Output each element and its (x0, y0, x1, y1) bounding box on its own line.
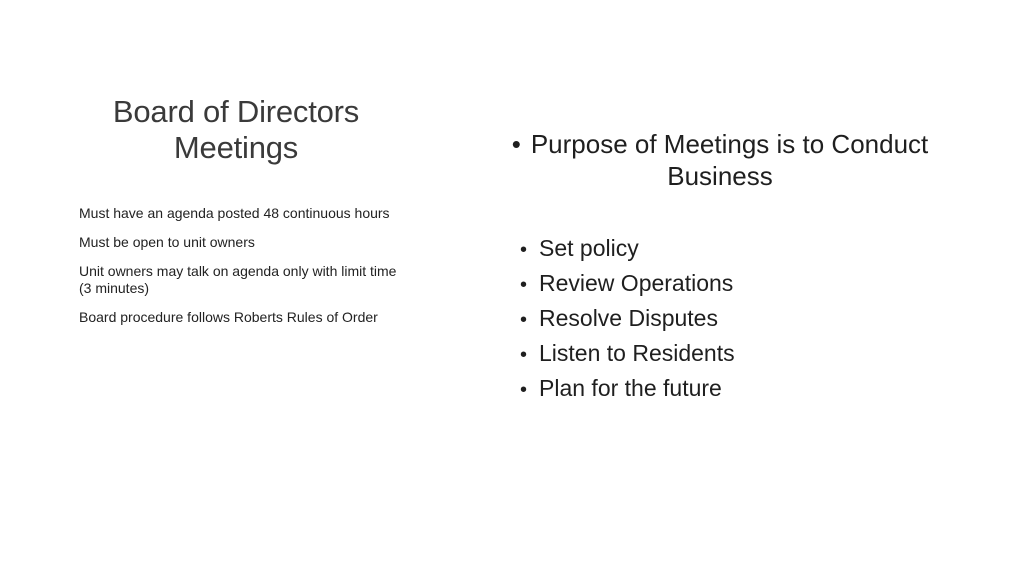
bullet-icon: • (520, 239, 528, 261)
left-paragraph-procedure: Board procedure follows Roberts Rules of Order (79, 309, 378, 325)
list-item (520, 372, 735, 407)
list-item (520, 337, 735, 372)
bullet-icon: • (520, 344, 528, 366)
bullet-icon: • (520, 309, 528, 331)
bullet-icon: • (520, 274, 528, 296)
bullet-icon: • (511, 129, 521, 159)
list-item-label: Review Operations (539, 270, 734, 296)
left-paragraph-open: Must be open to unit owners (79, 234, 255, 250)
purpose-list (520, 232, 735, 407)
list-item-label: Plan for the future (539, 375, 722, 401)
bullet-icon: • (520, 379, 528, 401)
slide-title-line-2: Meetings (173, 130, 299, 165)
right-heading-bullet (490, 128, 950, 192)
list-item (520, 267, 735, 302)
list-item-label: Resolve Disputes (539, 305, 718, 331)
slide-title (76, 94, 396, 166)
list-item (520, 302, 735, 337)
right-heading-text: Purpose of Meetings is to Conduct Business (530, 129, 929, 191)
left-paragraph-agenda: Must have an agenda posted 48 continuous hours (79, 205, 390, 221)
slide-title-line-1: Board of Directors (112, 94, 360, 129)
left-paragraph-talk-limit: Unit owners may talk on agenda only with limit time (3 minutes) (79, 263, 397, 296)
left-text-block (79, 205, 397, 338)
list-item-label: Set policy (539, 235, 639, 261)
list-item (520, 232, 735, 267)
list-item-label: Listen to Residents (539, 340, 735, 366)
